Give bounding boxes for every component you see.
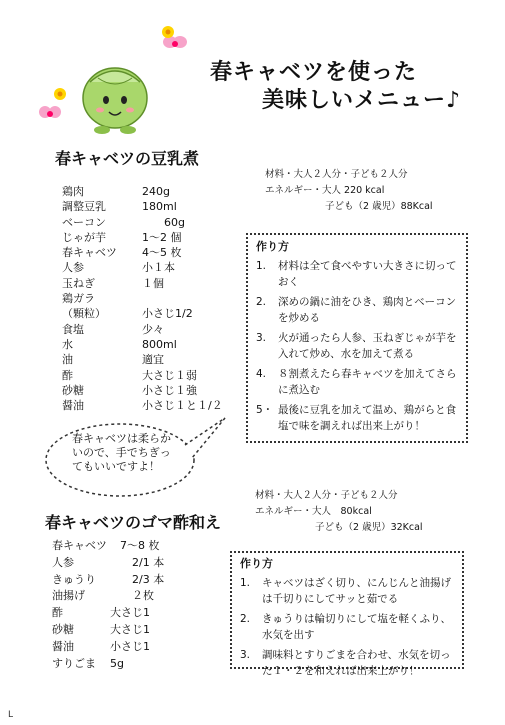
ingredient-row <box>62 276 223 291</box>
recipe2-ingredient-list <box>52 538 164 672</box>
step-item <box>240 647 454 680</box>
ingredient-amount: 2/1 本 <box>132 555 165 569</box>
step-item <box>256 258 458 291</box>
step-text: キャベツはざく切り、にんじんと油揚げは千切りにしてサッと茹でる <box>262 576 451 605</box>
ingredient-amount: １個 <box>142 276 164 290</box>
ingredient-row <box>62 199 223 214</box>
recipe2-servings: 材料・大人２人分・子ども２人分 <box>255 490 398 501</box>
step-item <box>256 402 458 435</box>
ingredient-name: 醤油 <box>62 399 84 413</box>
ingredient-amount: 小さじ１と１/２ <box>142 399 223 413</box>
ingredient-row <box>62 230 223 245</box>
ingredient-amount: 少々 <box>142 322 164 336</box>
ingredient-amount: 大さじ１弱 <box>142 368 197 382</box>
ingredient-amount: 800ml <box>142 337 177 351</box>
step-number: 1. <box>256 259 267 272</box>
ingredient-row <box>62 245 223 260</box>
ingredient-name: 調整豆乳 <box>62 200 106 214</box>
ingredient-row <box>62 260 223 275</box>
step-text: 深めの鍋に油をひき、鶏肉とベーコンを炒める <box>278 295 457 324</box>
ingredient-amount: 適宜 <box>142 353 164 367</box>
recipe1-energy-adult: エネルギー・大人 220 kcal <box>265 185 385 196</box>
step-number: 4. <box>256 367 267 380</box>
ingredient-amount: 大さじ1 <box>110 622 150 636</box>
recipe1-title: 春キャベツの豆乳煮 <box>55 149 200 168</box>
ingredient-amount: 小さじ１強 <box>142 383 197 397</box>
ingredient-name: 鶏ガラ <box>62 292 95 306</box>
step-text: 調味料とすりごまを合わせ、水気を切った１・２を和えれば出来上がり！ <box>262 648 451 677</box>
step-text: ８割煮えたら春キャベツを加えてさらに煮込む <box>278 367 457 396</box>
step-number: 3. <box>240 648 251 661</box>
step-text: きゅうりは輪切りにして塩を軽くふり、水気を出す <box>262 612 451 641</box>
step-item <box>256 330 458 363</box>
recipe2-energy-child: 子ども（2 歳児）32Kcal <box>315 522 423 533</box>
ingredient-name: すりごま <box>52 656 96 670</box>
ingredient-name: きゅうり <box>52 572 96 586</box>
ingredient-amount: 2/3 本 <box>132 572 165 586</box>
recipe2-steps-box <box>230 551 464 677</box>
step-item <box>240 575 454 608</box>
ingredient-amount: 大さじ1 <box>110 606 150 620</box>
ingredient-row <box>52 622 164 639</box>
ingredient-name: 油 <box>62 353 73 367</box>
ingredient-name: 春キャベツ <box>52 539 107 552</box>
step-text: 材料は全て食べやすい大きさに切っておく <box>278 259 457 288</box>
ingredient-amount: 小さじ1/2 <box>142 307 193 321</box>
recipe1-servings: 材料・大人２人分・子ども２人分 <box>265 169 408 180</box>
step-item <box>256 366 458 399</box>
ingredient-name: ベーコン <box>62 215 106 229</box>
recipe1-steps-box <box>246 233 468 443</box>
ingredient-row <box>52 538 164 555</box>
butterfly-icon <box>39 106 61 118</box>
ingredient-row <box>52 572 164 589</box>
recipe2-title: 春キャベツのゴマ酢和え <box>45 513 222 532</box>
ingredient-name: 春キャベツ <box>62 246 117 260</box>
ingredient-amount: 小さじ1 <box>110 639 150 653</box>
step-text: 火が通ったら人参、玉ねぎじゃが芋を入れて炒め、水を加えて煮る <box>278 331 457 360</box>
ingredient-row <box>52 656 164 673</box>
recipe2-meta <box>255 488 423 536</box>
recipe2-energy-adult: エネルギー・大人 80kcal <box>255 506 372 517</box>
step-number: 1. <box>240 576 251 589</box>
ingredient-amount: 1～2 個 <box>142 230 182 244</box>
ingredient-row <box>52 555 164 572</box>
footer-mark: L <box>8 710 14 720</box>
ingredient-amount: 5g <box>110 656 124 670</box>
recipe1-energy-child: 子ども（2 歳児）88Kcal <box>325 201 433 212</box>
ingredient-amount: 小１本 <box>142 261 175 275</box>
cabbage-mascot-illustration <box>30 20 200 135</box>
step-text: 最後に豆乳を加えて温め、鶏がらと食塩で味を調えれば出来上がり！ <box>278 403 457 432</box>
ingredient-row <box>62 352 223 367</box>
step-number: 2. <box>240 612 251 625</box>
ingredient-name: じゃが芋 <box>62 230 106 244</box>
speech-bubble-text: 春キャベツは柔らかいので、手でちぎってもいいですよ！ <box>72 432 171 473</box>
ingredient-name: 人参 <box>62 261 84 275</box>
ingredient-row <box>62 306 223 321</box>
ingredient-row <box>62 368 223 383</box>
flower-icon <box>54 88 66 100</box>
recipe1-ingredient-list <box>62 184 223 413</box>
ingredient-name: 水 <box>62 337 73 351</box>
ingredient-name: 酢 <box>52 606 63 620</box>
step-number: 3. <box>256 331 267 344</box>
ingredient-name: 食塩 <box>62 322 84 336</box>
step-item <box>240 611 454 644</box>
ingredient-name: 醤油 <box>52 639 74 653</box>
ingredient-row <box>62 383 223 398</box>
ingredient-row <box>62 184 223 199</box>
ingredient-row <box>62 291 223 306</box>
ingredient-amount: 60g <box>164 215 185 229</box>
ingredient-name: 砂糖 <box>62 383 84 397</box>
page-title-line2: 美味しいメニュー♪ <box>262 88 462 113</box>
ingredient-row <box>62 322 223 337</box>
page-title-line1: 春キャベツを使った <box>210 60 418 85</box>
ingredient-amount: ２枚 <box>132 589 154 603</box>
ingredient-amount: 4～5 枚 <box>142 246 182 260</box>
ingredient-name: 酢 <box>62 368 73 382</box>
ingredient-name: 鶏肉 <box>62 185 84 198</box>
ingredient-name: 人参 <box>52 555 74 569</box>
ingredient-name: （顆粒） <box>62 307 106 321</box>
step-number: 5・ <box>256 403 274 416</box>
ingredient-row <box>62 337 223 352</box>
recipe1-steps-heading: 作り方 <box>256 240 289 253</box>
ingredient-row <box>52 605 164 622</box>
ingredient-row <box>52 588 164 605</box>
flower-icon <box>162 26 174 38</box>
step-item <box>256 294 458 327</box>
ingredient-row <box>52 639 164 656</box>
ingredient-row <box>62 215 223 230</box>
ingredient-name: 油揚げ <box>52 589 85 603</box>
recipe1-meta <box>265 167 433 215</box>
recipe2-steps-heading: 作り方 <box>240 557 273 570</box>
ingredient-name: 玉ねぎ <box>62 276 95 290</box>
ingredient-name: 砂糖 <box>52 622 74 636</box>
ingredient-amount: 240g <box>142 185 170 198</box>
step-number: 2. <box>256 295 267 308</box>
ingredient-amount: 7～8 枚 <box>120 539 160 552</box>
ingredient-amount: 180ml <box>142 200 177 214</box>
